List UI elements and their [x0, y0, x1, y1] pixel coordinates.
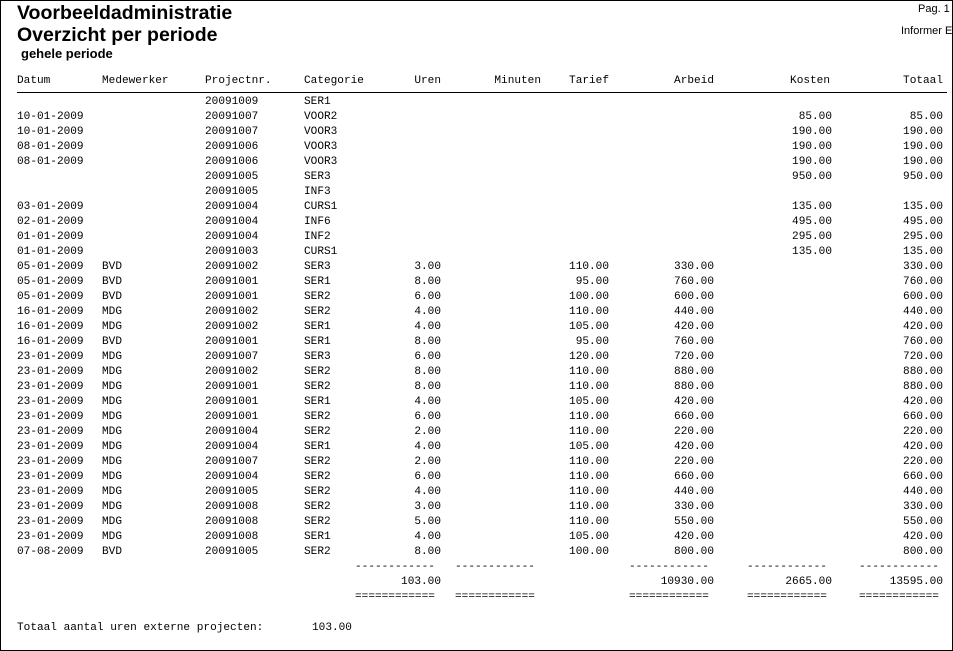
- cell-categorie: CURS1: [304, 201, 338, 213]
- cell-tarief: 105.00: [569, 321, 609, 333]
- cell-arbeid: 660.00: [674, 471, 714, 483]
- cell-medewerker: BVD: [102, 276, 122, 288]
- cell-medewerker: MDG: [102, 516, 122, 528]
- cell-projectnr: 20091009: [205, 96, 259, 108]
- cell-tarief: 120.00: [569, 351, 609, 363]
- cell-projectnr: 20091007: [205, 111, 259, 123]
- table-row: [1, 110, 953, 125]
- cell-categorie: SER2: [304, 306, 331, 318]
- cell-projectnr: 20091005: [205, 546, 259, 558]
- cell-kosten: 135.00: [792, 246, 832, 258]
- cell-datum: 10-01-2009: [17, 126, 84, 138]
- cell-datum: 23-01-2009: [17, 411, 84, 423]
- cell-tarief: 110.00: [569, 411, 609, 423]
- cell-categorie: SER3: [304, 351, 331, 363]
- cell-categorie: SER1: [304, 336, 331, 348]
- cell-tarief: 110.00: [569, 501, 609, 513]
- cell-datum: 23-01-2009: [17, 531, 84, 543]
- cell-totaal: 420.00: [903, 396, 943, 408]
- cell-uren: 6.00: [414, 291, 441, 303]
- cell-categorie: VOOR3: [304, 141, 338, 153]
- cell-projectnr: 20091005: [205, 186, 259, 198]
- table-row: [1, 275, 953, 290]
- cell-projectnr: 20091004: [205, 231, 259, 243]
- cell-categorie: CURS1: [304, 246, 338, 258]
- header-datum: Datum: [17, 75, 51, 87]
- cell-datum: 16-01-2009: [17, 336, 84, 348]
- cell-arbeid: 800.00: [674, 546, 714, 558]
- cell-uren: 3.00: [414, 501, 441, 513]
- cell-arbeid: 720.00: [674, 351, 714, 363]
- header-tarief: Tarief: [569, 75, 609, 87]
- cell-categorie: SER2: [304, 486, 331, 498]
- cell-arbeid: 760.00: [674, 336, 714, 348]
- cell-arbeid: 220.00: [674, 456, 714, 468]
- cell-categorie: SER2: [304, 501, 331, 513]
- cell-totaal: 330.00: [903, 501, 943, 513]
- table-row: [1, 425, 953, 440]
- cell-uren: 2.00: [414, 456, 441, 468]
- cell-categorie: VOOR3: [304, 156, 338, 168]
- cell-medewerker: BVD: [102, 291, 122, 303]
- cell-datum: 01-01-2009: [17, 246, 84, 258]
- report-period: gehele periode: [21, 46, 113, 61]
- footer-label: Totaal aantal uren externe projecten:: [17, 622, 264, 634]
- cell-totaal: 220.00: [903, 456, 943, 468]
- footer-value: 103.00: [312, 622, 352, 634]
- cell-arbeid: 330.00: [674, 261, 714, 273]
- table-row: [1, 410, 953, 425]
- cell-tarief: 110.00: [569, 381, 609, 393]
- table-row: [1, 290, 953, 305]
- uren-double-line: ============: [355, 591, 435, 603]
- cell-projectnr: 20091007: [205, 351, 259, 363]
- cell-projectnr: 20091002: [205, 261, 259, 273]
- cell-totaal: 660.00: [903, 411, 943, 423]
- cell-categorie: SER1: [304, 96, 331, 108]
- cell-projectnr: 20091008: [205, 516, 259, 528]
- cell-datum: 05-01-2009: [17, 291, 84, 303]
- table-row: [1, 125, 953, 140]
- cell-categorie: SER1: [304, 396, 331, 408]
- arbeid-double-line: ============: [629, 591, 709, 603]
- cell-datum: 23-01-2009: [17, 366, 84, 378]
- cell-datum: 23-01-2009: [17, 426, 84, 438]
- cell-totaal: 660.00: [903, 471, 943, 483]
- cell-kosten: 950.00: [792, 171, 832, 183]
- cell-projectnr: 20091004: [205, 441, 259, 453]
- total-uren: 103.00: [401, 576, 441, 588]
- cell-totaal: 420.00: [903, 441, 943, 453]
- minuten-double-line: ============: [455, 591, 535, 603]
- cell-tarief: 110.00: [569, 366, 609, 378]
- cell-arbeid: 760.00: [674, 276, 714, 288]
- cell-arbeid: 440.00: [674, 306, 714, 318]
- cell-kosten: 135.00: [792, 201, 832, 213]
- table-row: [1, 485, 953, 500]
- cell-uren: 8.00: [414, 381, 441, 393]
- cell-tarief: 100.00: [569, 546, 609, 558]
- cell-arbeid: 880.00: [674, 366, 714, 378]
- cell-tarief: 105.00: [569, 531, 609, 543]
- cell-tarief: 110.00: [569, 306, 609, 318]
- cell-categorie: SER2: [304, 411, 331, 423]
- cell-categorie: SER1: [304, 531, 331, 543]
- cell-kosten: 190.00: [792, 126, 832, 138]
- cell-categorie: INF6: [304, 216, 331, 228]
- cell-uren: 3.00: [414, 261, 441, 273]
- cell-projectnr: 20091005: [205, 486, 259, 498]
- cell-uren: 2.00: [414, 426, 441, 438]
- table-row: [1, 140, 953, 155]
- table-row: [1, 440, 953, 455]
- cell-tarief: 110.00: [569, 261, 609, 273]
- cell-kosten: 495.00: [792, 216, 832, 228]
- cell-totaal: 190.00: [903, 141, 943, 153]
- cell-totaal: 760.00: [903, 336, 943, 348]
- cell-categorie: SER3: [304, 171, 331, 183]
- cell-datum: 23-01-2009: [17, 516, 84, 528]
- cell-projectnr: 20091007: [205, 126, 259, 138]
- cell-datum: 23-01-2009: [17, 396, 84, 408]
- cell-categorie: SER3: [304, 261, 331, 273]
- cell-categorie: INF3: [304, 186, 331, 198]
- cell-datum: 02-01-2009: [17, 216, 84, 228]
- table-row: [1, 215, 953, 230]
- cell-uren: 8.00: [414, 366, 441, 378]
- total-kosten: 2665.00: [785, 576, 832, 588]
- cell-projectnr: 20091001: [205, 381, 259, 393]
- cell-arbeid: 420.00: [674, 396, 714, 408]
- cell-tarief: 95.00: [575, 336, 609, 348]
- cell-medewerker: BVD: [102, 336, 122, 348]
- header-rule: [17, 92, 947, 93]
- table-row: [1, 515, 953, 530]
- table-row: [1, 335, 953, 350]
- cell-projectnr: 20091005: [205, 171, 259, 183]
- table-row: [1, 200, 953, 215]
- cell-totaal: 220.00: [903, 426, 943, 438]
- cell-projectnr: 20091008: [205, 531, 259, 543]
- cell-medewerker: MDG: [102, 306, 122, 318]
- table-row: [1, 500, 953, 515]
- cell-projectnr: 20091004: [205, 201, 259, 213]
- cell-uren: 4.00: [414, 306, 441, 318]
- table-header: [1, 74, 953, 89]
- cell-medewerker: MDG: [102, 321, 122, 333]
- cell-datum: 07-08-2009: [17, 546, 84, 558]
- cell-projectnr: 20091001: [205, 336, 259, 348]
- table-row: [1, 545, 953, 560]
- table-row: [1, 230, 953, 245]
- cell-tarief: 110.00: [569, 426, 609, 438]
- cell-categorie: SER2: [304, 456, 331, 468]
- cell-datum: 08-01-2009: [17, 156, 84, 168]
- cell-kosten: 85.00: [798, 111, 832, 123]
- cell-totaal: 600.00: [903, 291, 943, 303]
- cell-uren: 4.00: [414, 531, 441, 543]
- uren-dash-line: ------------: [355, 561, 435, 573]
- cell-uren: 4.00: [414, 321, 441, 333]
- cell-medewerker: MDG: [102, 441, 122, 453]
- table-row: [1, 380, 953, 395]
- cell-categorie: SER2: [304, 471, 331, 483]
- cell-tarief: 110.00: [569, 456, 609, 468]
- cell-datum: 05-01-2009: [17, 276, 84, 288]
- cell-datum: 23-01-2009: [17, 456, 84, 468]
- cell-medewerker: MDG: [102, 411, 122, 423]
- total-totaal: 13595.00: [889, 576, 943, 588]
- cell-kosten: 190.00: [792, 141, 832, 153]
- cell-totaal: 135.00: [903, 201, 943, 213]
- table-row: [1, 530, 953, 545]
- cell-datum: 05-01-2009: [17, 261, 84, 273]
- cell-totaal: 760.00: [903, 276, 943, 288]
- cell-projectnr: 20091004: [205, 426, 259, 438]
- cell-datum: 23-01-2009: [17, 486, 84, 498]
- table-row: [1, 365, 953, 380]
- cell-categorie: SER1: [304, 441, 331, 453]
- cell-medewerker: MDG: [102, 501, 122, 513]
- table-row: [1, 185, 953, 200]
- cell-medewerker: MDG: [102, 396, 122, 408]
- cell-totaal: 85.00: [909, 111, 943, 123]
- cell-arbeid: 880.00: [674, 381, 714, 393]
- cell-arbeid: 420.00: [674, 441, 714, 453]
- cell-projectnr: 20091002: [205, 321, 259, 333]
- cell-totaal: 330.00: [903, 261, 943, 273]
- informer-label: Informer E: [901, 25, 953, 37]
- table-row: [1, 350, 953, 365]
- cell-categorie: SER2: [304, 426, 331, 438]
- header-minuten: Minuten: [494, 75, 541, 87]
- cell-datum: 23-01-2009: [17, 471, 84, 483]
- cell-arbeid: 550.00: [674, 516, 714, 528]
- cell-projectnr: 20091002: [205, 366, 259, 378]
- table-row: [1, 455, 953, 470]
- cell-categorie: VOOR2: [304, 111, 338, 123]
- cell-medewerker: MDG: [102, 531, 122, 543]
- cell-totaal: 420.00: [903, 321, 943, 333]
- cell-medewerker: MDG: [102, 426, 122, 438]
- cell-totaal: 720.00: [903, 351, 943, 363]
- totaal-double-line: ============: [859, 591, 939, 603]
- page-number: Pag. 1: [918, 3, 950, 15]
- header-totaal: Totaal: [903, 75, 943, 87]
- cell-projectnr: 20091003: [205, 246, 259, 258]
- cell-projectnr: 20091004: [205, 216, 259, 228]
- cell-categorie: SER2: [304, 546, 331, 558]
- cell-uren: 4.00: [414, 396, 441, 408]
- cell-arbeid: 420.00: [674, 321, 714, 333]
- cell-projectnr: 20091006: [205, 141, 259, 153]
- cell-kosten: 190.00: [792, 156, 832, 168]
- total-arbeid: 10930.00: [660, 576, 714, 588]
- header-arbeid: Arbeid: [674, 75, 714, 87]
- cell-kosten: 295.00: [792, 231, 832, 243]
- table-row: [1, 95, 953, 110]
- minuten-dash-line: ------------: [455, 561, 535, 573]
- header-projectnr: Projectnr.: [205, 75, 272, 87]
- cell-totaal: 550.00: [903, 516, 943, 528]
- table-row: [1, 245, 953, 260]
- cell-projectnr: 20091008: [205, 501, 259, 513]
- cell-projectnr: 20091006: [205, 156, 259, 168]
- cell-uren: 6.00: [414, 411, 441, 423]
- table-row: [1, 260, 953, 275]
- table-row: [1, 170, 953, 185]
- cell-totaal: 495.00: [903, 216, 943, 228]
- cell-arbeid: 600.00: [674, 291, 714, 303]
- cell-projectnr: 20091001: [205, 411, 259, 423]
- table-row: [1, 470, 953, 485]
- cell-uren: 5.00: [414, 516, 441, 528]
- arbeid-dash-line: ------------: [629, 561, 709, 573]
- cell-projectnr: 20091001: [205, 276, 259, 288]
- cell-totaal: 800.00: [903, 546, 943, 558]
- cell-uren: 6.00: [414, 351, 441, 363]
- cell-tarief: 110.00: [569, 516, 609, 528]
- cell-categorie: INF2: [304, 231, 331, 243]
- cell-datum: 23-01-2009: [17, 351, 84, 363]
- cell-medewerker: MDG: [102, 486, 122, 498]
- cell-categorie: SER1: [304, 276, 331, 288]
- header-uren: Uren: [414, 75, 441, 87]
- cell-tarief: 95.00: [575, 276, 609, 288]
- cell-totaal: 295.00: [903, 231, 943, 243]
- cell-tarief: 105.00: [569, 441, 609, 453]
- cell-totaal: 420.00: [903, 531, 943, 543]
- table-row: [1, 320, 953, 335]
- cell-arbeid: 440.00: [674, 486, 714, 498]
- cell-medewerker: MDG: [102, 351, 122, 363]
- cell-tarief: 110.00: [569, 471, 609, 483]
- cell-tarief: 105.00: [569, 396, 609, 408]
- cell-datum: 23-01-2009: [17, 381, 84, 393]
- cell-arbeid: 660.00: [674, 411, 714, 423]
- cell-datum: 23-01-2009: [17, 501, 84, 513]
- cell-categorie: SER2: [304, 516, 331, 528]
- cell-categorie: SER2: [304, 366, 331, 378]
- cell-totaal: 440.00: [903, 486, 943, 498]
- totaal-dash-line: ------------: [859, 561, 939, 573]
- cell-uren: 6.00: [414, 471, 441, 483]
- cell-arbeid: 220.00: [674, 426, 714, 438]
- cell-categorie: SER2: [304, 291, 331, 303]
- cell-datum: 01-01-2009: [17, 231, 84, 243]
- kosten-dash-line: ------------: [747, 561, 827, 573]
- cell-uren: 4.00: [414, 486, 441, 498]
- cell-projectnr: 20091007: [205, 456, 259, 468]
- table-row: [1, 305, 953, 320]
- cell-tarief: 100.00: [569, 291, 609, 303]
- cell-totaal: 440.00: [903, 306, 943, 318]
- cell-datum: 10-01-2009: [17, 111, 84, 123]
- cell-uren: 4.00: [414, 441, 441, 453]
- table-row: [1, 155, 953, 170]
- cell-datum: 16-01-2009: [17, 306, 84, 318]
- cell-datum: 08-01-2009: [17, 141, 84, 153]
- cell-datum: 16-01-2009: [17, 321, 84, 333]
- cell-datum: 23-01-2009: [17, 441, 84, 453]
- cell-medewerker: MDG: [102, 456, 122, 468]
- cell-categorie: SER1: [304, 321, 331, 333]
- cell-totaal: 190.00: [903, 126, 943, 138]
- cell-datum: 03-01-2009: [17, 201, 84, 213]
- cell-totaal: 880.00: [903, 381, 943, 393]
- cell-uren: 8.00: [414, 276, 441, 288]
- cell-totaal: 190.00: [903, 156, 943, 168]
- cell-totaal: 880.00: [903, 366, 943, 378]
- cell-medewerker: BVD: [102, 546, 122, 558]
- cell-arbeid: 330.00: [674, 501, 714, 513]
- table-row: [1, 395, 953, 410]
- kosten-double-line: ============: [747, 591, 827, 603]
- cell-medewerker: MDG: [102, 471, 122, 483]
- cell-medewerker: BVD: [102, 261, 122, 273]
- cell-projectnr: 20091001: [205, 396, 259, 408]
- report-subtitle: Overzicht per periode: [17, 24, 218, 46]
- cell-projectnr: 20091001: [205, 291, 259, 303]
- cell-medewerker: MDG: [102, 366, 122, 378]
- cell-tarief: 110.00: [569, 486, 609, 498]
- cell-categorie: VOOR3: [304, 126, 338, 138]
- cell-projectnr: 20091004: [205, 471, 259, 483]
- header-medewerker: Medewerker: [102, 75, 169, 87]
- header-categorie: Categorie: [304, 75, 364, 87]
- cell-categorie: SER2: [304, 381, 331, 393]
- cell-uren: 8.00: [414, 336, 441, 348]
- report-title: Voorbeeldadministratie: [17, 2, 233, 24]
- cell-medewerker: MDG: [102, 381, 122, 393]
- cell-totaal: 950.00: [903, 171, 943, 183]
- cell-projectnr: 20091002: [205, 306, 259, 318]
- cell-arbeid: 420.00: [674, 531, 714, 543]
- cell-totaal: 135.00: [903, 246, 943, 258]
- header-kosten: Kosten: [790, 75, 830, 87]
- cell-uren: 8.00: [414, 546, 441, 558]
